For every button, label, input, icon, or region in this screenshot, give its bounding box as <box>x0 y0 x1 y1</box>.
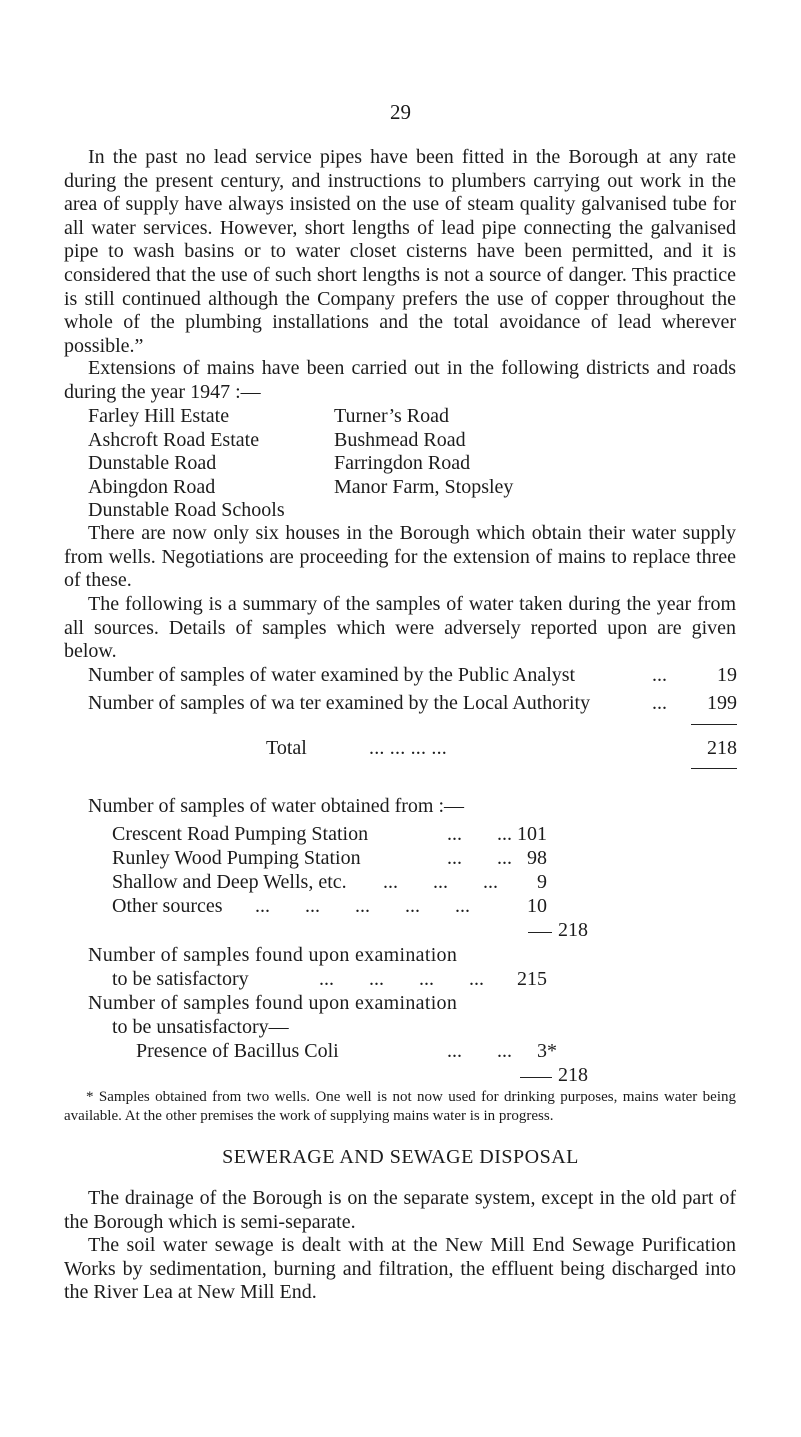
source-label: Runley Wood Pumping Station <box>112 847 361 869</box>
bacillus-dots: ... ... <box>447 1040 512 1062</box>
source-dots: ... ... ... ... ... <box>255 895 470 917</box>
source-value: 9 <box>537 871 547 893</box>
source-dots: ... ... <box>447 847 512 869</box>
total-dots: ... ... ... ... <box>369 737 447 759</box>
summary-paragraph: The following is a summary of the samples of water taken during the year from all sources. Details of samples which were adversely reported upon are given below. <box>64 593 736 663</box>
district-item: Bushmead Road <box>334 428 466 451</box>
satisfactory-line1: Number of samples found upon examination <box>88 944 458 966</box>
source-label: Shallow and Deep Wells, etc. <box>112 871 347 893</box>
results-total: 218 <box>558 1064 588 1086</box>
district-item: Abingdon Road <box>88 475 216 498</box>
section-heading: SEWERAGE AND SEWAGE DISPOSAL <box>222 1146 579 1168</box>
mains-extensions-paragraph: Extensions of mains have been carried out in the following districts and roads during the year 1947 :— <box>64 357 736 403</box>
source-dots: ... ... <box>447 823 512 845</box>
districts-left-column <box>88 405 285 523</box>
district-item: Dunstable Road <box>88 452 217 475</box>
sources-total-dash <box>528 932 552 933</box>
total-value: 218 <box>707 737 737 759</box>
satisfactory-line2: to be satisfactory <box>112 968 249 990</box>
analyst-label: Number of samples of water examined by the Public Analyst <box>88 664 576 686</box>
sources-total: 218 <box>558 919 588 941</box>
total-label: Total <box>266 737 307 759</box>
analyst-value: 19 <box>717 664 737 686</box>
authority-label: Number of samples of wa ter examined by the Local Authority <box>88 692 591 714</box>
district-item: Farringdon Road <box>334 452 471 475</box>
district-item: Turner’s Road <box>334 405 450 427</box>
source-value: 101 <box>517 823 547 845</box>
district-item: Manor Farm, Stopsley <box>334 475 514 498</box>
lead-pipes-paragraph: In the past no lead service pipes have been fitted in the Borough at any rate during the present century, and instructions to plumbers carrying out work in the area of supply have always insisted on the use of steam quality galvanised tube for all water services. However, short lengths of lead pipe connecting the galvanised pipe to wash basins or to water closet cisterns have been permitted, and it is considered that the use of such short lengths is not a source of danger. This practice is still continued although the Company prefers the use of copper throughout the whole of the plumbing installations and the total avoidance of lead wherever possible.” <box>64 146 736 357</box>
source-value: 98 <box>527 847 547 869</box>
drainage-paragraph: The drainage of the Borough is on the separate system, except in the old part of the Borough which is semi-separate. <box>64 1187 736 1233</box>
wells-paragraph: There are now only six houses in the Borough which obtain their water supply from wells. Negotiations are proceeding for the extension of mains to replace three of these. <box>64 522 736 592</box>
district-item: Ashcroft Road Estate <box>88 428 260 451</box>
footnote: * Samples obtained from two wells. One well is not now used for drinking purposes, mains water being available. At the other premises the work of supplying mains water is in progress. <box>64 1089 736 1124</box>
analyst-dots: ... <box>652 664 667 686</box>
satisfactory-value: 215 <box>517 968 547 990</box>
soil-water-paragraph: The soil water sewage is dealt with at the New Mill End Sewage Purification Works by sedimentation, burning and filtration, the effluent being discharged into the River Lea at New Mill End. <box>64 1234 736 1304</box>
bacillus-label: Presence of Bacillus Coli <box>136 1040 339 1062</box>
source-value: 10 <box>527 895 547 917</box>
results-total-dash <box>520 1077 552 1078</box>
district-item: Dunstable Road Schools <box>88 499 285 522</box>
unsatisfactory-line1: Number of samples found upon examination <box>88 992 458 1014</box>
source-label: Other sources <box>112 895 223 917</box>
total-top-rule <box>691 724 737 725</box>
bacillus-value: 3* <box>537 1040 557 1062</box>
total-bottom-rule <box>691 768 737 769</box>
district-item: Farley Hill Estate <box>88 405 230 427</box>
sources-intro: Number of samples of water obtained from :— <box>88 795 465 817</box>
authority-dots: ... <box>652 692 667 714</box>
page-number: 29 <box>390 100 411 124</box>
unsatisfactory-line2: to be unsatisfactory— <box>112 1016 289 1038</box>
source-label: Crescent Road Pumping Station <box>112 823 369 845</box>
source-dots: ... ... ... <box>383 871 498 893</box>
authority-value: 199 <box>707 692 737 714</box>
districts-right-column <box>334 405 513 499</box>
satisfactory-dots: ... ... ... ... <box>319 968 484 990</box>
